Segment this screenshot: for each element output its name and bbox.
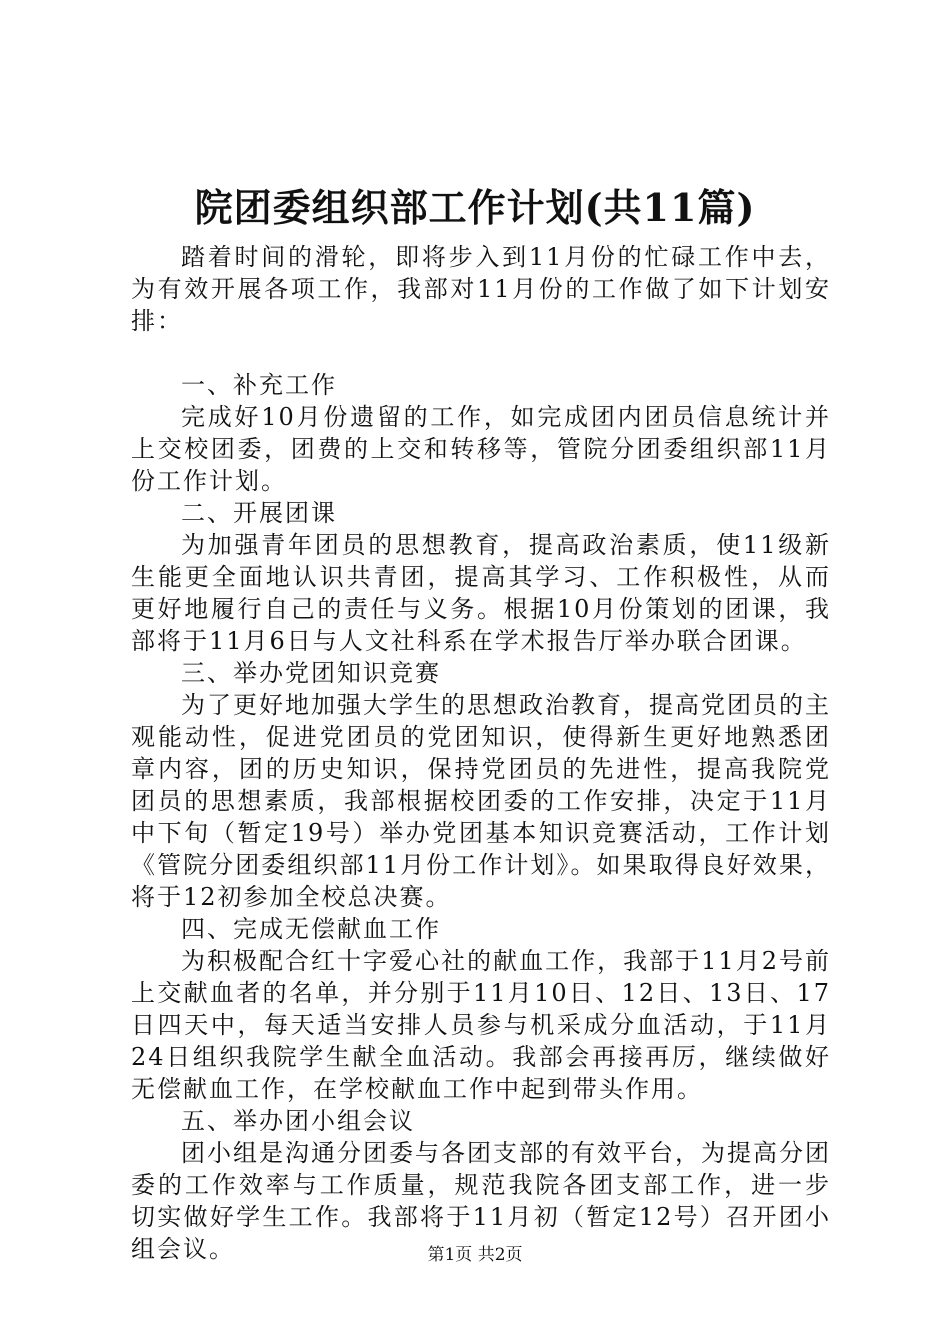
section-body-5: 团小组是沟通分团委与各团支部的有效平台，为提高分团委的工作效率与工作质量，规范我院各团支部工作，进一步切实做好学生工作。我部将于11月初（暂定12号）召开团小组会议。 bbox=[131, 1139, 831, 1263]
section-heading-2: 二、开展团课 bbox=[181, 499, 337, 527]
section-heading-1: 一、补充工作 bbox=[181, 371, 337, 399]
document-title: 院团委组织部工作计划(共11篇) bbox=[194, 185, 756, 230]
section-body-3: 为了更好地加强大学生的思想政治教育，提高党团员的主观能动性，促进党团员的党团知识，使得新生更好地熟悉团章内容，团的历史知识，保持党团员的先进性，提高我院党团员的思想素质，我部根据校团委的工作安排，决定于11月中下旬（暂定19号）举办党团基本知识竞赛活动，工作计划《管院分团委组织部11月份工作计划》。如果取得良好效果，将于12初参加全校总决赛。 bbox=[131, 691, 831, 911]
section-heading-4: 四、完成无偿献血工作 bbox=[181, 915, 441, 943]
section-body-2: 为加强青年团员的思想教育，提高政治素质，使11级新生能更全面地认识共青团，提高其学习、工作积极性，从而更好地履行自己的责任与义务。根据10月份策划的团课，我部将于11月6日与人文社科系在学术报告厅举办联合团课。 bbox=[131, 531, 831, 655]
page-number-footer: 第1页 共2页 bbox=[427, 1245, 523, 1265]
intro-paragraph: 踏着时间的滑轮，即将步入到11月份的忙碌工作中去，为有效开展各项工作，我部对11月份的工作做了如下计划安排： bbox=[131, 243, 831, 335]
section-body-4: 为积极配合红十字爱心社的献血工作，我部于11月2号前上交献血者的名单，并分别于11月10日、12日、13日、17日四天中，每天适当安排人员参与机采成分血活动，于11月24日组织我院学生献全血活动。我部会再接再厉，继续做好无偿献血工作，在学校献血工作中起到带头作用。 bbox=[131, 947, 831, 1103]
section-heading-5: 五、举办团小组会议 bbox=[181, 1107, 415, 1135]
section-heading-3: 三、举办党团知识竞赛 bbox=[181, 659, 441, 687]
section-body-1: 完成好10月份遗留的工作，如完成团内团员信息统计并上交校团委，团费的上交和转移等，管院分团委组织部11月份工作计划。 bbox=[131, 403, 831, 495]
document-body bbox=[131, 241, 831, 1265]
